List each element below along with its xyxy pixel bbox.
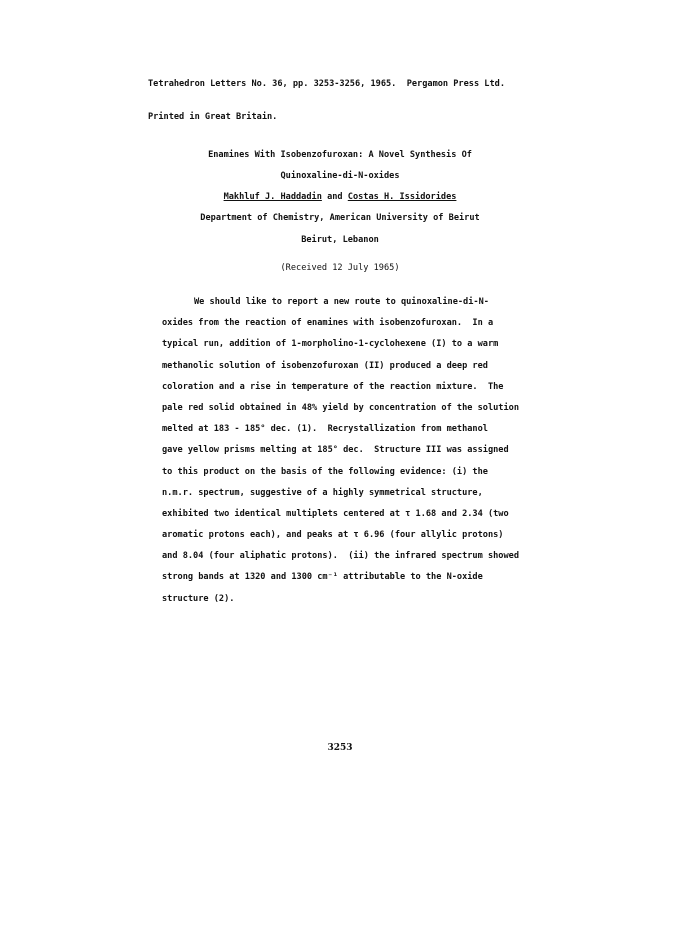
- author-2: Costas H. Issidorides: [347, 192, 457, 202]
- journal-header: [148, 57, 505, 145]
- body-line: structure (2).: [162, 593, 235, 604]
- body-line: typical run, addition of 1-morpholino-1-cyclohexene (I) to a warm: [162, 339, 499, 350]
- body-line: aromatic protons each), and peaks at τ 6.96 (four allylic protons): [162, 530, 504, 541]
- body-line: coloration and a rise in temperature of the reaction mixture. The: [162, 381, 504, 392]
- body-text: [162, 292, 542, 610]
- body-line: to this product on the basis of the following evidence: (i) the: [162, 466, 488, 477]
- printed-in: Printed in Great Britain.: [148, 112, 278, 122]
- journal-citation: Tetrahedron Letters No. 36, pp. 3253-3256, 1965. Pergamon Press Ltd.: [148, 79, 505, 89]
- affiliation-line2: Beirut, Lebanon: [301, 235, 379, 245]
- body-line: exhibited two identical multiplets centered at τ 1.68 and 2.34 (two: [162, 508, 509, 519]
- author-1: Makhluf J. Haddadin: [223, 192, 322, 202]
- author-conjunction: and: [321, 192, 348, 202]
- body-line: oxides from the reaction of enamines with isobenzofuroxan. In a: [162, 318, 494, 329]
- article-title-line1: Enamines With Isobenzofuroxan: A Novel Synthesis Of: [208, 150, 472, 160]
- body-line: strong bands at 1320 and 1300 cm⁻¹ attributable to the N-oxide: [162, 572, 483, 583]
- body-line: We should like to report a new route to quinoxaline-di-N-: [194, 297, 489, 307]
- body-line: and 8.04 (four aliphatic protons). (ii) the infrared spectrum showed: [162, 551, 519, 562]
- affiliation-line1: Department of Chemistry, American University of Beirut: [200, 213, 480, 223]
- body-line: gave yellow prisms melting at 185° dec. Structure III was assigned: [162, 445, 509, 456]
- received-date: (Received 12 July 1965): [280, 263, 400, 273]
- page-number: 3253: [327, 743, 353, 753]
- article-title-line2: Quinoxaline-di-N-oxides: [280, 171, 400, 181]
- body-line: melted at 183 - 185° dec. (1). Recrystallization from methanol: [162, 424, 488, 435]
- authors: [0, 192, 680, 202]
- body-line: pale red solid obtained in 48% yield by concentration of the solution: [162, 402, 519, 413]
- body-line: n.m.r. spectrum, suggestive of a highly symmetrical structure,: [162, 487, 483, 498]
- body-line: methanolic solution of isobenzofuroxan (II) produced a deep red: [162, 360, 488, 371]
